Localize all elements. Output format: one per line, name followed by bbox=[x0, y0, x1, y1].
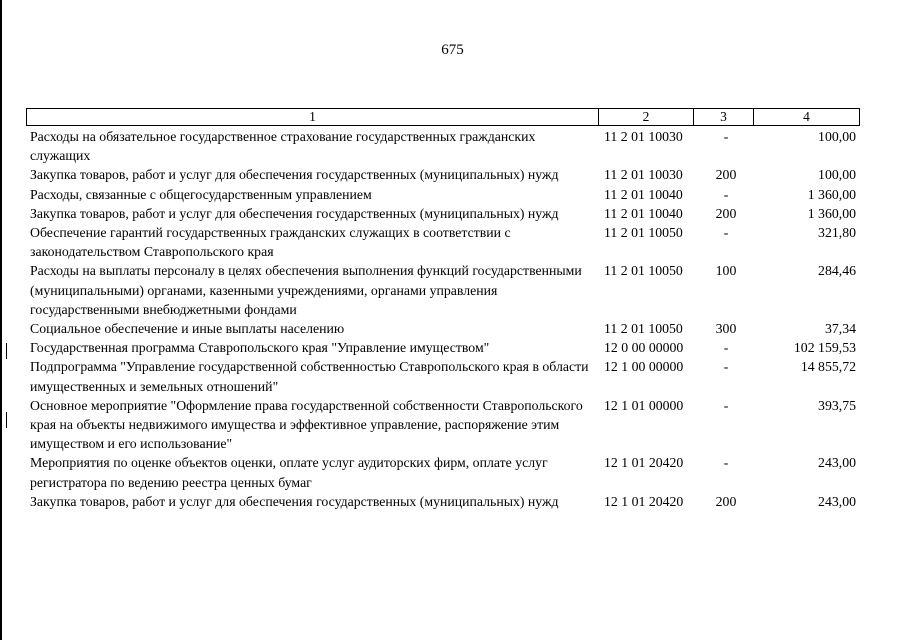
row-type: 300 bbox=[715, 321, 737, 337]
row-name: Социальное обеспечение и иные выплаты населению bbox=[30, 321, 345, 337]
row-type: - bbox=[723, 359, 729, 375]
row-name: Расходы на обязательное государственное страхование государственных гражданских служащих bbox=[30, 129, 536, 164]
row-name: Расходы, связанные с общегосударственным управлением bbox=[30, 186, 372, 202]
row-code: 12 0 00 00000 bbox=[604, 340, 684, 356]
row-type: - bbox=[723, 225, 729, 241]
row-name: Обеспечение гарантий государственных гражданских служащих в соответствии с законодательством Ставропольского края bbox=[30, 225, 511, 260]
row-name: Государственная программа Ставропольского края "Управление имуществом" bbox=[30, 340, 490, 356]
row-amount: 393,75 bbox=[818, 397, 856, 413]
row-code: 12 1 01 20420 bbox=[604, 493, 684, 509]
row-name: Мероприятия по оценке объектов оценки, оплате услуг аудиторских фирм, оплате услуг регистратора по ведению реестра ценных бумаг bbox=[30, 455, 548, 490]
row-type: - bbox=[723, 186, 729, 202]
table-row bbox=[26, 165, 860, 184]
row-amount: 14 855,72 bbox=[800, 359, 856, 375]
row-amount: 321,80 bbox=[818, 225, 856, 241]
header-col-1: 1 bbox=[309, 109, 316, 124]
table-row bbox=[26, 204, 860, 223]
row-type: 200 bbox=[715, 167, 737, 183]
page-number: 675 bbox=[441, 42, 464, 58]
row-code: 11 2 01 10040 bbox=[604, 186, 683, 202]
row-amount: 100,00 bbox=[818, 129, 856, 144]
row-amount: 243,00 bbox=[818, 455, 856, 471]
row-name: Закупка товаров, работ и услуг для обеспечения государственных (муниципальных) нужд bbox=[30, 167, 559, 183]
row-type: 100 bbox=[715, 263, 737, 279]
header-col-3: 3 bbox=[693, 109, 753, 125]
row-code: 12 1 00 00000 bbox=[604, 359, 684, 375]
row-code: 11 2 01 10040 bbox=[604, 205, 683, 221]
row-code: 11 2 01 10030 bbox=[604, 167, 683, 183]
row-name: Подпрограмма "Управление государственной собственностью Ставропольского края в области имущественных и земельных отношений" bbox=[30, 359, 589, 394]
row-type: - bbox=[723, 397, 729, 413]
row-code: 12 1 01 00000 bbox=[604, 397, 684, 413]
row-type: - bbox=[723, 455, 729, 471]
header-col-4: 4 bbox=[753, 109, 859, 125]
row-code: 11 2 01 10050 bbox=[604, 321, 683, 337]
row-amount: 243,00 bbox=[818, 493, 856, 509]
row-name: Основное мероприятие "Оформление права государственной собственности Ставропольского края на объекты недвижимого имущества и эффективное управление, распоряжение этим имуществом и его использование" bbox=[30, 397, 583, 452]
row-code: 11 2 01 10050 bbox=[604, 263, 683, 279]
table-row bbox=[26, 396, 860, 454]
table-row bbox=[26, 319, 860, 338]
table-header bbox=[26, 108, 860, 126]
row-code: 12 1 01 20420 bbox=[604, 455, 684, 471]
table-body bbox=[26, 127, 860, 511]
row-amount: 37,34 bbox=[824, 321, 856, 337]
table-row bbox=[26, 223, 860, 261]
row-name: Расходы на выплаты персоналу в целях обеспечения выполнения функций государственными (муниципальными) органами, казенными учреждениями, органами управления государственными внебюджетными фондами bbox=[30, 263, 582, 317]
table-row bbox=[26, 185, 860, 204]
table-row bbox=[26, 492, 860, 511]
row-amount: 100,00 bbox=[818, 167, 856, 183]
header-col-2: 2 bbox=[598, 109, 693, 125]
table-row bbox=[26, 127, 860, 165]
row-type: 200 bbox=[715, 205, 737, 221]
row-code: 11 2 01 10050 bbox=[604, 225, 683, 241]
row-name: Закупка товаров, работ и услуг для обеспечения государственных (муниципальных) нужд bbox=[30, 205, 559, 221]
page-edge-rule bbox=[0, 0, 2, 640]
row-amount: 1 360,00 bbox=[807, 205, 856, 221]
scan-edge-mark bbox=[6, 412, 7, 428]
row-type: - bbox=[723, 340, 729, 356]
row-amount: 284,46 bbox=[818, 263, 856, 279]
row-amount: 102 159,53 bbox=[793, 340, 856, 356]
row-code: 11 2 01 10030 bbox=[604, 129, 683, 144]
row-type: 200 bbox=[715, 493, 737, 509]
row-type: - bbox=[723, 129, 729, 144]
table-row bbox=[26, 357, 860, 395]
scan-edge-mark bbox=[6, 343, 7, 359]
table-row bbox=[26, 338, 860, 357]
row-amount: 1 360,00 bbox=[807, 186, 856, 202]
row-name: Закупка товаров, работ и услуг для обеспечения государственных (муниципальных) нужд bbox=[30, 493, 559, 509]
table-row bbox=[26, 453, 860, 491]
table-row bbox=[26, 261, 860, 319]
